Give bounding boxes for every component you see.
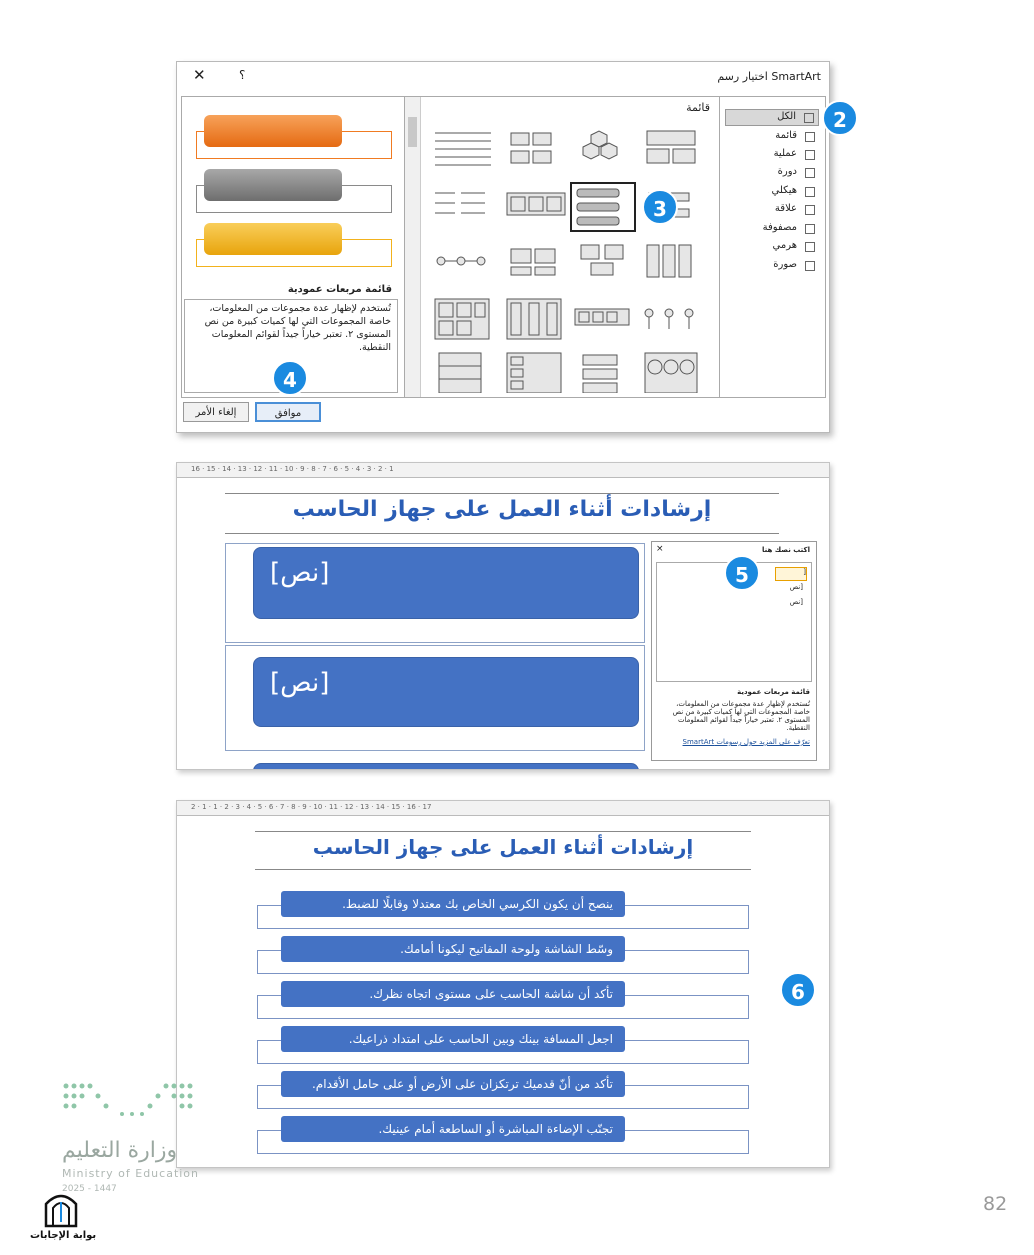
- page-number: 82: [983, 1193, 1008, 1215]
- guideline-item-3[interactable]: تأكد أن شاشة الحاسب على مستوى اتجاه نظرك.: [281, 981, 625, 1007]
- all-icon: [804, 113, 814, 123]
- step-badge-3: 3: [642, 189, 678, 225]
- preview-description: تُستخدم لإظهار عدة مجموعات من المعلومات، خاصة المجموعات التي لها كميات كبيرة من نص المستوى ٢. تعتبر خياراً جيداً لقوائم المعلومات النقطية.: [184, 299, 398, 393]
- ministry-name-en: Ministry of Education: [62, 1167, 200, 1180]
- category-list: [719, 97, 825, 397]
- ministry-logo-dots: [62, 1080, 196, 1120]
- category-label: هيكلي: [771, 185, 797, 196]
- category-pyramid[interactable]: [725, 239, 819, 256]
- placeholder-text: [نص]: [270, 668, 330, 698]
- preview-title: قائمة مربعات عمودية: [287, 284, 392, 295]
- title-bottom-line: [225, 533, 779, 534]
- title-bottom-line: [255, 869, 751, 870]
- help-button[interactable]: ؟: [239, 68, 246, 82]
- layout-thumb-trapezoid-list: [507, 193, 565, 215]
- guideline-item-1[interactable]: ينصح أن يكون الكرسي الخاص بك معتدلا وقابلًا للضبط.: [281, 891, 625, 917]
- category-label: علاقة: [774, 203, 797, 214]
- category-list-item[interactable]: [725, 129, 819, 146]
- category-cycle[interactable]: [725, 165, 819, 182]
- text-pane-item[interactable]: [: [775, 567, 807, 581]
- ministry-year: 2025 - 1447: [62, 1184, 117, 1194]
- ministry-name-ar: وزارة التعليم: [62, 1138, 178, 1163]
- dialog-body: [181, 96, 826, 398]
- list-icon: [805, 132, 815, 142]
- gallery-scrollbar[interactable]: [405, 97, 421, 397]
- gallery-header: قائمة: [686, 101, 710, 114]
- preview-pane: [182, 97, 404, 397]
- text-pane-title: قائمة مربعات عمودية: [737, 688, 810, 696]
- placeholder-text: [نص]: [270, 558, 330, 588]
- document-page-final: [176, 800, 830, 1168]
- category-process[interactable]: [725, 147, 819, 164]
- text-pane-item[interactable]: [نص: [789, 583, 803, 591]
- step-badge-6: 6: [780, 972, 816, 1008]
- document-title: إرشادات أثناء العمل على جهاز الحاسب: [292, 497, 712, 522]
- layout-thumb-circles: [645, 353, 697, 393]
- picture-icon: [805, 261, 815, 271]
- layout-thumb-pins: [645, 309, 693, 329]
- matrix-icon: [805, 224, 815, 234]
- category-picture[interactable]: [725, 258, 819, 275]
- layout-thumb-arrows: [575, 309, 629, 325]
- category-label: صورة: [773, 259, 797, 270]
- preview-bar-orange: [204, 115, 342, 147]
- text-pane-item[interactable]: [نص: [789, 598, 803, 606]
- category-hierarchy[interactable]: [725, 184, 819, 201]
- relationship-icon: [805, 205, 815, 215]
- cancel-button[interactable]: إلغاء الأمر: [183, 402, 249, 422]
- scroll-thumb[interactable]: [408, 117, 417, 147]
- portal-logo-icon: [42, 1188, 80, 1228]
- category-label: الكل: [777, 111, 796, 122]
- layout-thumb-lined-list: [435, 133, 491, 165]
- category-label: قائمة: [775, 130, 797, 141]
- layout-thumb-grid-a: [435, 299, 489, 339]
- category-matrix[interactable]: [725, 221, 819, 238]
- close-icon[interactable]: ×: [656, 544, 664, 554]
- step-badge-5: 5: [724, 555, 760, 591]
- ruler: [177, 801, 829, 816]
- layout-thumb-circle-chain: [437, 257, 485, 265]
- text-pane-header: اكتب نصك هنا: [762, 546, 810, 554]
- layout-thumb-block-list: [511, 133, 551, 163]
- smartart-shape-3[interactable]: [253, 763, 639, 770]
- category-label: مصفوفة: [762, 222, 797, 233]
- document-page-edit: [176, 462, 830, 770]
- layout-thumb-stacked-a: [439, 353, 481, 393]
- pyramid-icon: [805, 242, 815, 252]
- guideline-item-4[interactable]: اجعل المسافة بينك وبين الحاسب على امتداد ذراعيك.: [281, 1026, 625, 1052]
- hierarchy-icon: [805, 187, 815, 197]
- layout-thumb-table-list: [647, 131, 695, 163]
- learn-more-link[interactable]: تعرّف على المزيد حول رسومات SmartArt: [682, 738, 810, 746]
- layout-thumb-hexagon: [583, 131, 617, 159]
- ok-button[interactable]: موافق: [255, 402, 321, 422]
- title-top-line: [225, 493, 779, 494]
- document-title: إرشادات أثناء العمل على جهاز الحاسب: [312, 835, 694, 859]
- close-button[interactable]: ✕: [193, 66, 206, 84]
- preview-bar-gold: [204, 223, 342, 255]
- guideline-item-5[interactable]: تأكد من أنّ قدميك ترتكزان على الأرض أو على حامل الأقدام.: [281, 1071, 625, 1097]
- ruler-numbers: 2 · 1 · 1 · 2 · 3 · 4 · 5 · 6 · 7 · 8 · 9 · 10 · 11 · 12 · 13 · 14 · 15 · 16 · 17: [191, 803, 432, 811]
- ruler-numbers: 16 · 15 · 14 · 13 · 12 · 11 · 10 · 9 · 8 · 7 · 6 · 5 · 4 · 3 · 2 · 1: [191, 465, 394, 473]
- layout-thumb-framed: [581, 245, 623, 275]
- layout-thumb-vertical-box-list: [571, 183, 635, 231]
- layout-thumb-bullets: [435, 193, 485, 213]
- smartart-shape-1[interactable]: [253, 547, 639, 619]
- guideline-item-6[interactable]: تجنّب الإضاءة المباشرة أو الساطعة أمام عينيك.: [281, 1116, 625, 1142]
- preview-bar-gray: [204, 169, 342, 201]
- layout-thumb-columns: [647, 245, 691, 277]
- text-pane-description: تُستخدم لإظهار عدة مجموعات من المعلومات، خاصة المجموعات التي لها كميات كبيرة من نص المستوى ٢. تعتبر خياراً جيداً لقوائم المعلومات النقطية.: [672, 700, 810, 732]
- layout-gallery: [404, 97, 720, 397]
- smartart-shape-2[interactable]: [253, 657, 639, 727]
- layout-thumb-grid-b: [507, 299, 561, 339]
- step-badge-2: 2: [822, 100, 858, 136]
- layout-thumbnails[interactable]: [425, 123, 715, 393]
- title-top-line: [255, 831, 751, 832]
- category-relationship[interactable]: [725, 202, 819, 219]
- portal-name: بوابة الإجابات: [30, 1230, 97, 1241]
- category-label: هرمي: [772, 240, 797, 251]
- category-label: دورة: [777, 166, 797, 177]
- process-icon: [805, 150, 815, 160]
- layout-thumb-picture-caption: [511, 249, 555, 275]
- ruler: [177, 463, 829, 478]
- cycle-icon: [805, 168, 815, 178]
- layout-thumb-stacked-b: [507, 353, 561, 393]
- dialog-title: اختيار رسم SmartArt: [717, 70, 821, 83]
- step-badge-4: 4: [272, 360, 308, 396]
- layout-thumb-stacked-c: [583, 355, 617, 393]
- guideline-item-2[interactable]: وسّط الشاشة ولوحة المفاتيح ليكونا أمامك.: [281, 936, 625, 962]
- category-label: عملية: [773, 148, 797, 159]
- category-all[interactable]: [725, 109, 819, 126]
